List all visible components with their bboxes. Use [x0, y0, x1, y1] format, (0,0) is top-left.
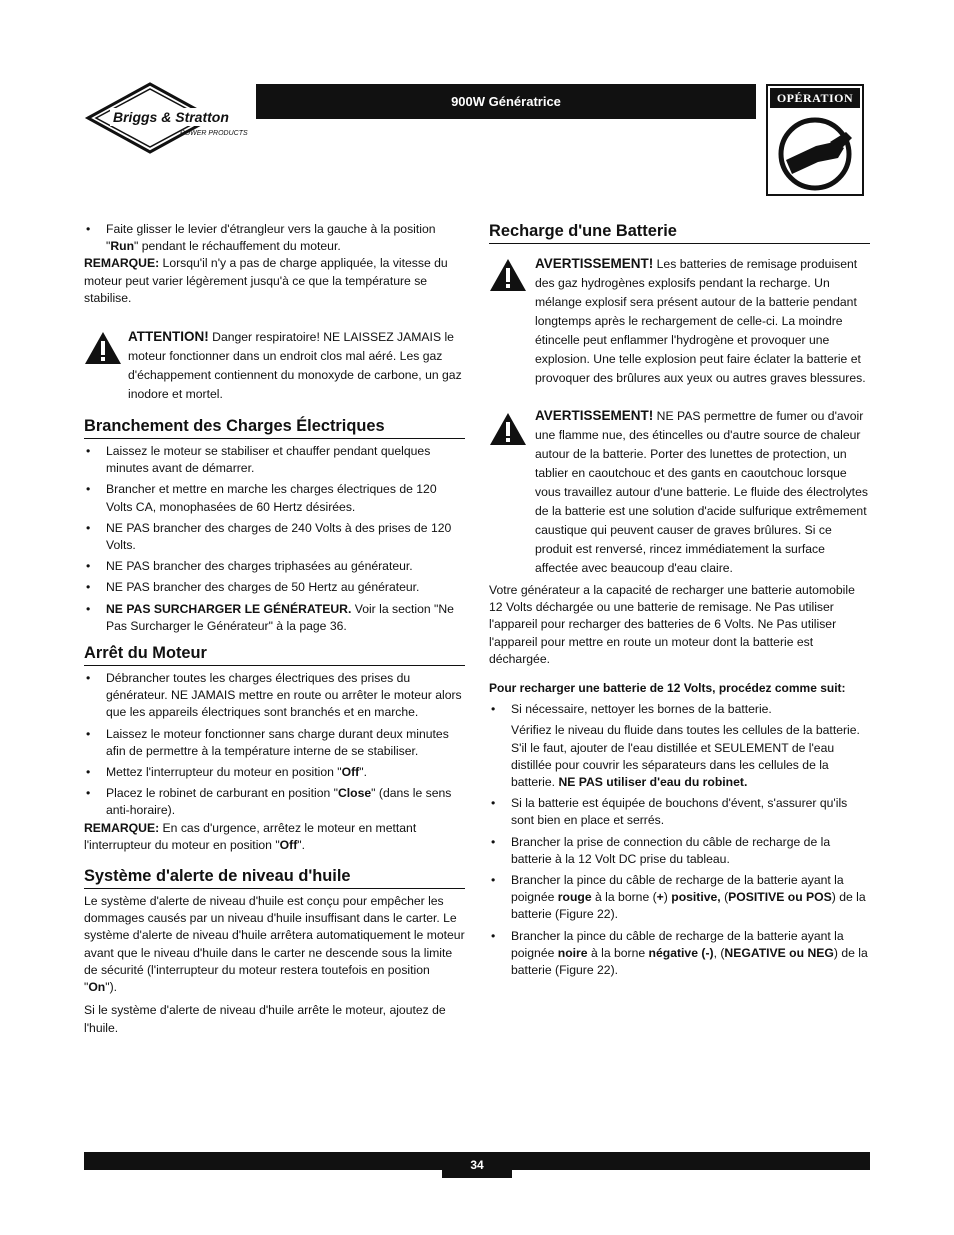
- left-column: [84, 221, 465, 1037]
- page-number: 34: [442, 1152, 512, 1178]
- list-item: • NE PAS brancher des charges de 50 Hertz au générateur.: [84, 579, 465, 596]
- note-paragraph: REMARQUE: Lorsqu'il n'y a pas de charge appliquée, la vitesse du moteur peut varier légèrement jusqu'à ce que la température se stabilise.: [84, 256, 448, 305]
- list-item: • Débrancher toutes les charges électriques des prises du générateur. NE JAMAIS mettre en route ou arrêter le moteur alors que les appareils électriques sont branchés et en marche.: [84, 670, 465, 722]
- warning-acid: AVERTISSEMENT! NE PAS permettre de fumer ou d'avoir une flamme nue, des étincelles ou d'autre source de chaleur autour de la batterie. Porter des lunettes de protection, un tablier en caoutchouc et des gants en caoutchouc lorsque vous travaillez autour d'une batterie. Le fluide des électrolytes de la batterie est une solution d'acide sulfurique extrêmement caustique qui peuvent causer de graves brûlures. Si ce produit est renversé, rincez immédiatement la surface affectée avec beaucoup d'eau claire.: [489, 406, 870, 578]
- paragraph: Vérifiez le niveau du fluide dans toutes les cellules de la batterie. S'il le faut, ajouter de l'eau distillée et SEULEMENT de l'eau distillée pour couvrir les séparateurs dans les cellules de la batterie. NE PAS utiliser d'eau du robinet.: [511, 723, 860, 790]
- list-item: • Brancher la pince du câble de recharge de la batterie ayant la poignée rouge à la borne (+) positive, (POSITIVE ou POS) de la batterie (Figure 22).: [489, 872, 870, 924]
- list-item: • Mettez l'interrupteur du moteur en position "Off".: [84, 764, 465, 781]
- brand-subtitle: POWER PRODUCTS: [180, 130, 248, 137]
- paragraph: Le système d'alerte de niveau d'huile est conçu pour empêcher les dommages causés par un niveau d'huile insuffisant dans le carter. Le système d'alerte de niveau d'huile arrêtera automatiquement le moteur avant que le niveau d'huile dans le carter ne descende sous la limite de sécurité (l'interrupteur du moteur restera toutefois en position "On").: [84, 894, 465, 995]
- list-item: • NE PAS brancher des charges triphasées au générateur.: [84, 558, 465, 575]
- operation-badge-label: OPÉRATION: [770, 88, 860, 108]
- list-item: • NE PAS brancher des charges de 240 Volts à des prises de 120 Volts.: [84, 520, 465, 554]
- manual-title: 900W Génératrice: [256, 84, 756, 119]
- brand-name: Briggs & Stratton: [113, 109, 229, 125]
- hand-lever-icon: [772, 112, 858, 192]
- operation-badge: [766, 84, 864, 196]
- paragraph: Votre générateur a la capacité de recharger une batterie automobile 12 Volts déchargée ou une batterie de remisage. Ne Pas utiliser l'appareil pour recharger des batteries de 6 Volts. Ne Pas utiliser l'appareil pour mettre en route un moteur dont la batterie est déchargée.: [489, 583, 855, 666]
- warning-triangle-icon: [489, 258, 527, 292]
- list-item: • Brancher et mettre en marche les charges électriques de 120 Volts CA, monophasées de 60 Hertz désirées.: [84, 481, 465, 515]
- section-heading-huile: Système d'alerte de niveau d'huile: [84, 866, 465, 889]
- list-item: • Placez le robinet de carburant en position "Close" (dans le sens anti-horaire).: [84, 785, 465, 819]
- brand-logo: [84, 82, 254, 154]
- list-item: • Brancher la pince du câble de recharge de la batterie ayant la poignée noire à la borne négative (-), (NEGATIVE ou NEG) de la batterie (Figure 22).: [489, 928, 870, 980]
- paragraph: Si le système d'alerte de niveau d'huile arrête le moteur, ajoutez de l'huile.: [84, 1003, 446, 1035]
- section-heading-recharge: Recharge d'une Batterie: [489, 221, 870, 244]
- list-item: • Si la batterie est équipée de bouchons d'évent, s'assurer qu'ils sont bien en place et serrés.: [489, 795, 870, 829]
- list-item: • Laissez le moteur se stabiliser et chauffer pendant quelques minutes avant de démarrer.: [84, 443, 465, 477]
- note-paragraph: REMARQUE: En cas d'urgence, arrêtez le moteur en mettant l'interrupteur du moteur en position "Off".: [84, 820, 417, 852]
- list-item: • Laissez le moteur fonctionner sans charge durant deux minutes afin de permettre à la température interne de se stabiliser.: [84, 726, 465, 760]
- warning-triangle-icon: [489, 412, 527, 446]
- section-heading-arret: Arrêt du Moteur: [84, 643, 465, 666]
- warning-triangle-icon: [84, 331, 122, 365]
- list-item: • Faite glisser le levier d'étrangleur vers la gauche à la position "Run" pendant le réchauffement du moteur.: [84, 221, 465, 255]
- attention-warning: ATTENTION! Danger respiratoire! NE LAISSEZ JAMAIS le moteur fonctionner dans un endroit clos mal aéré. Les gaz d'échappement contiennent du monoxyde de carbone, un gaz inodore et mortel.: [84, 327, 465, 404]
- section-heading-branchement: Branchement des Charges Électriques: [84, 416, 465, 439]
- list-item: • Si nécessaire, nettoyer les bornes de la batterie.: [489, 701, 870, 718]
- list-item: • NE PAS SURCHARGER LE GÉNÉRATEUR. Voir la section "Ne Pas Surcharger le Générateur" à la page 36.: [84, 601, 465, 635]
- procedure-heading: Pour recharger une batterie de 12 Volts, procédez comme suit:: [489, 681, 846, 696]
- list-item: • Brancher la prise de connection du câble de recharge de la batterie à la 12 Volt DC prise du tableau.: [489, 834, 870, 868]
- warning-explosion: AVERTISSEMENT! Les batteries de remisage produisent des gaz hydrogènes explosifs pendant la recharge. Un mélange explosif sera présent autour de la batterie pendant longtemps après le rechargement de celle-ci. La moindre étincelle peut enflammer l'hydrogène et provoquer une explosion. Une telle explosion peut faire éclater la batterie et provoquer des brûlures aux yeux ou autres graves blessures.: [489, 254, 870, 388]
- right-column: [489, 221, 870, 983]
